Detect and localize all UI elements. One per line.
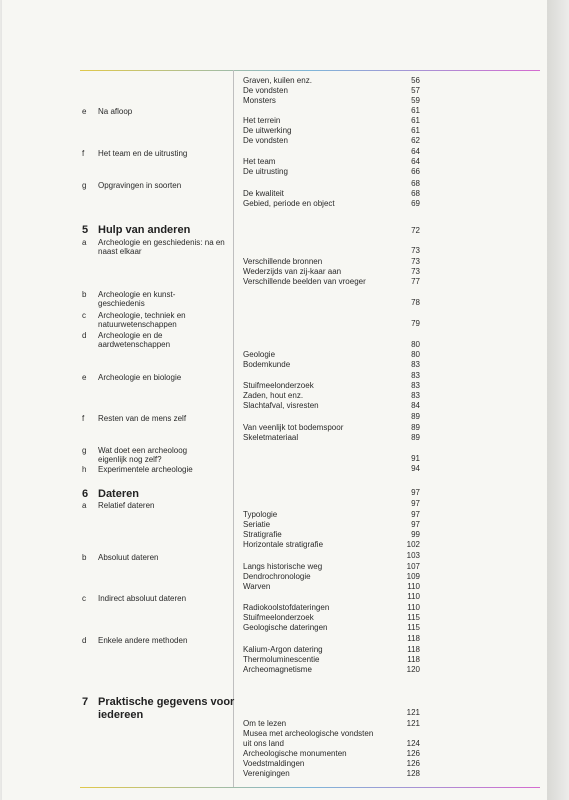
toc-entry: Verschillende beelden van vroeger (243, 277, 366, 286)
toc-page: 107 (406, 562, 420, 571)
toc-page: 79 (411, 319, 420, 328)
section-title: Archeologie en kunst-geschiedenis (98, 290, 176, 308)
toc-page: 83 (411, 381, 420, 390)
section-title: Relatief dateren (98, 501, 155, 510)
section-label: b (82, 290, 87, 299)
section-label: a (82, 238, 87, 247)
section-label: f (82, 414, 85, 423)
toc-entry: Geologische dateringen (243, 623, 328, 632)
chapter-number: 7 (82, 696, 89, 708)
toc-page: 59 (411, 96, 420, 105)
toc-page: 126 (406, 759, 420, 768)
toc-entry: Warven (243, 582, 271, 591)
toc-page: 118 (407, 655, 420, 664)
toc-page: 66 (411, 167, 420, 176)
toc-entry: Geologie (243, 350, 276, 359)
chapter-number: 6 (82, 488, 89, 500)
toc-page: 72 (411, 226, 420, 235)
chapter-number: 5 (82, 224, 89, 236)
toc-page: 57 (411, 86, 420, 95)
toc-page: 110 (407, 603, 420, 612)
section-title: Archeologie en geschiedenis: na en naast elkaar (98, 238, 225, 256)
toc-page: 89 (411, 412, 420, 421)
section-title: Archeologie en biologie (98, 373, 182, 382)
toc-entry: Dendrochronologie (243, 572, 311, 581)
section-label: g (82, 446, 87, 455)
toc-entry: Slachtafval, visresten (243, 401, 319, 410)
toc-entry: Verenigingen (243, 769, 290, 778)
toc-entry: Het terrein (243, 116, 281, 125)
toc-entry: Horizontale stratigrafie (243, 540, 324, 549)
section-label: d (82, 636, 87, 645)
toc-page: 73 (411, 257, 420, 266)
toc-page: 64 (411, 157, 420, 166)
toc-entry: Seriatie (243, 520, 271, 529)
toc-entry: De uitrusting (243, 167, 288, 176)
toc-entry: De uitwerking (243, 126, 292, 135)
section-title: Experimentele archeologie (98, 465, 193, 474)
toc-entry: Om te lezen (243, 719, 287, 728)
toc-page: 64 (411, 147, 420, 156)
toc-page: 97 (411, 499, 420, 508)
page-edge (547, 0, 569, 800)
toc-page: 109 (406, 572, 420, 581)
section-label: f (82, 149, 85, 158)
section-label: d (82, 331, 87, 340)
toc-page: 80 (411, 350, 420, 359)
toc-entry: Stuifmeelonderzoek (243, 381, 314, 390)
toc-page: 80 (411, 340, 420, 349)
section-label: e (82, 107, 87, 116)
toc-entry: Wederzijds van zij-kaar aan (243, 267, 342, 276)
section-label: g (82, 181, 87, 190)
toc-page: 62 (411, 136, 420, 145)
toc-page: 83 (411, 360, 420, 369)
toc-entry: De kwaliteit (243, 189, 284, 198)
toc-page: 102 (406, 540, 420, 549)
toc-page: 124 (406, 739, 420, 748)
toc-entry: Voedstmaldingen (243, 759, 305, 768)
toc-page: 78 (411, 298, 420, 307)
toc-page: 61 (411, 106, 420, 115)
toc-page: 128 (406, 769, 420, 778)
toc-page: 56 (411, 76, 420, 85)
toc-page: 89 (411, 433, 420, 442)
toc-page: 68 (411, 189, 420, 198)
top-rule (80, 70, 540, 71)
toc-entry: Musea met archeologische vondsten (243, 729, 374, 738)
toc-entry: Van veenlijk tot bodemspoor (243, 423, 344, 432)
toc-entry: De vondsten (243, 86, 288, 95)
toc-entry: Archeologische monumenten (243, 749, 347, 758)
toc-entry: Verschillende bronnen (243, 257, 323, 266)
chapter-title-continued: iedereen (98, 709, 144, 721)
toc-page: 83 (411, 371, 420, 380)
section-label: e (82, 373, 87, 382)
toc-page: 73 (411, 246, 420, 255)
toc-page: 68 (411, 179, 420, 188)
section-title: Archeologie, techniek en natuurwetenschappen (98, 311, 186, 329)
toc-entry: uit ons land (243, 739, 284, 748)
section-title: Archeologie en de aardwetenschappen (98, 331, 171, 349)
toc-page: 110 (407, 592, 420, 601)
toc-page: 84 (411, 401, 420, 410)
section-title: Het team en de uitrusting (98, 149, 188, 158)
bottom-rule (80, 787, 540, 788)
toc-page: 77 (411, 277, 420, 286)
toc-entry: Zaden, hout enz. (243, 391, 304, 400)
section-title: Enkele andere methoden (98, 636, 188, 645)
toc-entry: De vondsten (243, 136, 288, 145)
toc-page: 91 (411, 454, 420, 463)
section-label: c (82, 594, 86, 603)
toc-entry: Stratigrafie (243, 530, 282, 539)
toc-page: 61 (411, 116, 420, 125)
toc-page: 83 (411, 391, 420, 400)
toc-page: 120 (406, 665, 420, 674)
toc-page: 118 (407, 634, 420, 643)
toc-entry: Langs historische weg (243, 562, 323, 571)
toc-page: 121 (406, 708, 420, 717)
chapter-title: Hulp van anderen (98, 224, 191, 236)
chapter-title: Praktische gegevens voor (98, 696, 235, 708)
toc-entry: Skeletmateriaal (243, 433, 299, 442)
toc-entry: Kalium-Argon datering (243, 645, 323, 654)
toc-page: 97 (411, 488, 420, 497)
toc-page: 97 (411, 510, 420, 519)
toc-entry: Stuifmeelonderzoek (243, 613, 314, 622)
section-label: h (82, 465, 87, 474)
toc-page: 118 (407, 645, 420, 654)
toc-page: 73 (411, 267, 420, 276)
toc-page: 126 (406, 749, 420, 758)
toc-page: 69 (411, 199, 420, 208)
column-divider (233, 70, 234, 787)
section-title: Absoluut dateren (98, 553, 159, 562)
toc-page: 110 (407, 582, 420, 591)
toc-entry: Thermoluminescentie (243, 655, 320, 664)
toc-entry: Het team (243, 157, 276, 166)
toc-page: 97 (411, 520, 420, 529)
section-title: Na afloop (98, 107, 133, 116)
toc-entry: Monsters (243, 96, 276, 105)
toc-entry: Gebied, periode en object (243, 199, 335, 208)
section-label: a (82, 501, 87, 510)
toc-page: 121 (406, 719, 420, 728)
section-title: Wat doet een archeoloog eigenlijk nog zelf? (98, 446, 188, 464)
toc-entry: Radiokoolstofdateringen (243, 603, 330, 612)
section-title: Indirect absoluut dateren (98, 594, 187, 603)
toc-page: 103 (406, 551, 420, 560)
toc-page: 94 (411, 464, 420, 473)
section-label: c (82, 311, 86, 320)
toc-page: 89 (411, 423, 420, 432)
toc-entry: Graven, kuilen enz. (243, 76, 312, 85)
toc-page: 115 (407, 613, 420, 622)
toc-entry: Bodemkunde (243, 360, 291, 369)
section-label: b (82, 553, 87, 562)
toc-page: 99 (411, 530, 420, 539)
toc-entry: Archeomagnetisme (243, 665, 312, 674)
toc-page: 115 (407, 623, 420, 632)
section-title: Resten van de mens zelf (98, 414, 187, 423)
toc-page: 61 (411, 126, 420, 135)
section-title: Opgravingen in soorten (98, 181, 182, 190)
toc-entry: Typologie (243, 510, 278, 519)
chapter-title: Dateren (98, 488, 139, 500)
